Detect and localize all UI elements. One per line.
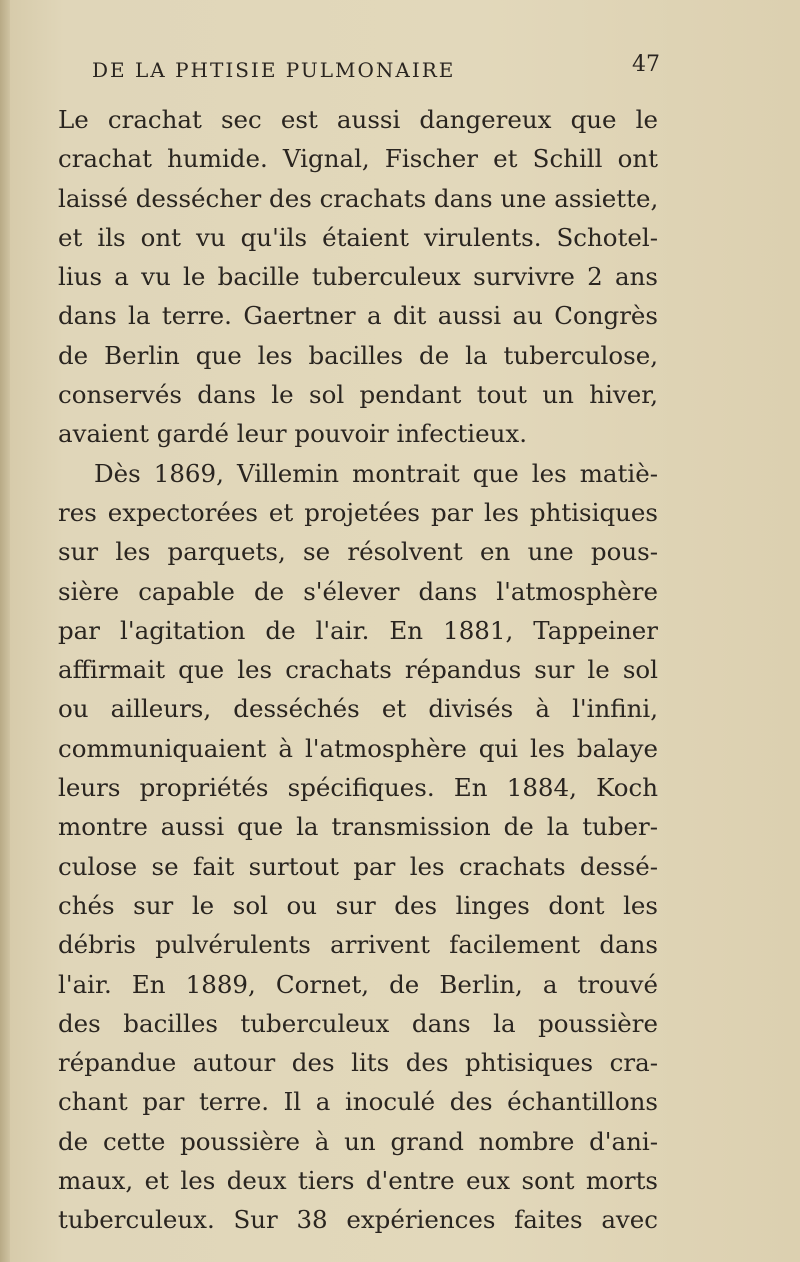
text-line: chant par terre. Il a inoculé des échantillons xyxy=(58,1087,658,1117)
text-line: l'air. En 1889, Cornet, de Berlin, a trouvé xyxy=(58,969,658,999)
page-number: 47 xyxy=(632,52,660,77)
text-line: culose se fait surtout par les crachats dessé- xyxy=(58,851,658,881)
text-line: maux, et les deux tiers d'entre eux sont morts xyxy=(58,1166,658,1196)
text-line: ou ailleurs, desséchés et divisés à l'infini, xyxy=(58,694,658,724)
text-line: tuberculeux. Sur 38 expériences faites avec xyxy=(58,1205,658,1235)
text-line: conservés dans le sol pendant tout un hiver, xyxy=(58,380,658,410)
text-line: res expectorées et projetées par les phtisiques xyxy=(58,497,658,527)
text-line-paragraph-end: avaient gardé leur pouvoir infectieux. xyxy=(58,419,527,449)
text-line: montre aussi que la transmission de la tuber- xyxy=(58,812,658,842)
text-line: Dès 1869, Villemin montrait que les matiè- xyxy=(94,458,658,488)
text-line: de cette poussière à un grand nombre d'ani- xyxy=(58,1126,658,1156)
text-line: Le crachat sec est aussi dangereux que le xyxy=(58,105,658,134)
text-line: des bacilles tuberculeux dans la poussière xyxy=(58,1008,658,1038)
text-line: sière capable de s'élever dans l'atmosphère xyxy=(58,576,658,606)
text-line: débris pulvérulents arrivent facilement dans xyxy=(58,930,658,960)
running-head xyxy=(92,52,660,88)
body-text xyxy=(58,100,658,1240)
text-line: dans la terre. Gaertner a dit aussi au Congrès xyxy=(58,301,658,331)
text-line: lius a vu le bacille tuberculeux survivre 2 ans xyxy=(58,262,658,292)
page-gutter xyxy=(0,0,10,1262)
text-line: affirmait que les crachats répandus sur le sol xyxy=(58,655,658,685)
running-title: DE LA PHTISIE PULMONAIRE xyxy=(92,58,456,82)
text-line: et ils ont vu qu'ils étaient virulents. Schotel- xyxy=(58,222,658,252)
text-line: communiquaient à l'atmosphère qui les balaye xyxy=(58,733,658,763)
text-line: laissé dessécher des crachats dans une assiette, xyxy=(58,183,659,213)
text-line: de Berlin que les bacilles de la tuberculose, xyxy=(58,340,658,370)
text-line: répandue autour des lits des phtisiques cra- xyxy=(58,1048,658,1078)
text-line: sur les parquets, se résolvent en une pous- xyxy=(58,537,658,567)
text-line: crachat humide. Vignal, Fischer et Schill ont xyxy=(58,144,658,174)
text-line: leurs propriétés spécifiques. En 1884, Koch xyxy=(58,773,658,803)
text-line: par l'agitation de l'air. En 1881, Tappeiner xyxy=(58,615,658,645)
text-line: chés sur le sol ou sur des linges dont les xyxy=(58,890,658,920)
